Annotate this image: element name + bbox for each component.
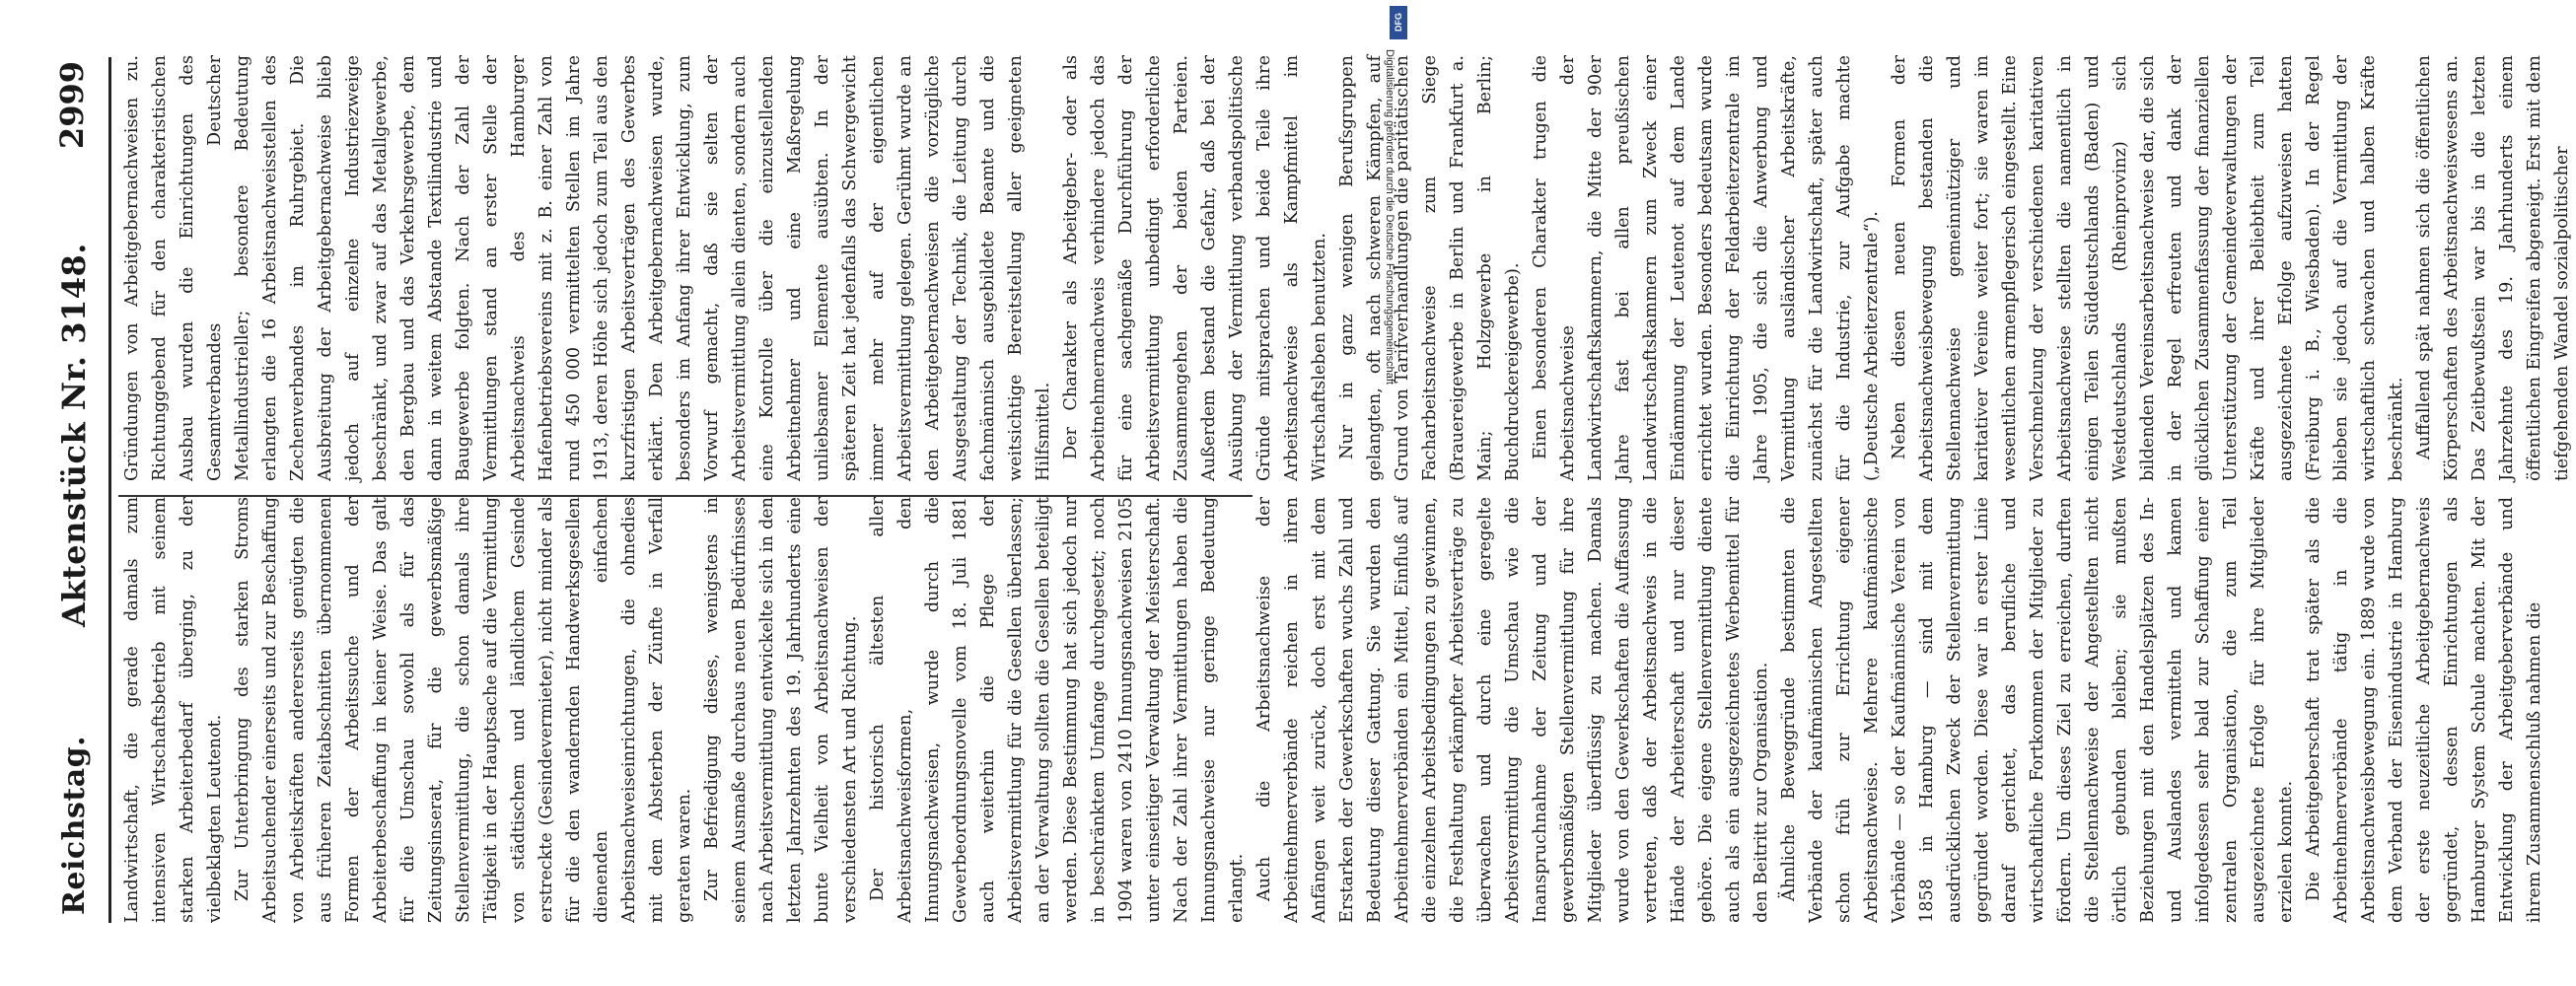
paragraph: Auch die Arbeitsnachweise der Arbeitnehmerverbände reichen in ihren Anfängen weit zurück, doch erst mit dem Erstarken der Gewerkschaften wuchs Zahl und Bedeutung dieser Gattung. Sie wurden den Arbeitnehmerverbänden ein Mittel, Einfluß auf die einzelnen Arbeitsbedingungen zu gewinnen, die Festhaltung erkämpfter Arbeitsverträge zu überwachen und durch eine geregelte Arbeitsvermittlung die Umschau wie die Inanspruchnahme der Zeitung und der gewerbsmäßigen Stellenvermittlung für ihre Mitglieder überflüssig zu machen. Damals wurde von den Gewerkschaften die Auffassung vertreten, daß der Arbeitsnachweis in die Hände der Arbeiterschaft und nur dieser gehöre. Die eigene Stellenvermittlung diente auch als ein ausgezeichnetes Werbemittel für den Beitritt zur Organisation. <box>1254 497 1771 923</box>
digitization-note: Digitalisierung gefördert durch die Deutsche Forschungsgemeinschaft <box>1384 49 1395 385</box>
paragraph: Der historisch ältesten aller Arbeitsnachweisformen, den Innungsnachweisen, wurde durch die Gewerbeordnungsnovelle vom 18. Juli 1881 auch weiterhin die Pflege der Arbeitsvermittlung für die Gesellen überlassen; an der Verwaltung sollten die Gesellen beteiligt werden. Diese Bestimmung hat sich jedoch nur in beschränktem Umfange durchgesetzt; noch 1904 waren von 2410 Innungsnachweisen 2105 unter einseitiger Verwaltung der Meisterschaft. Nach der Zahl ihrer Vermittlungen haben die Innungsnachweise nur geringe Bedeutung erlangt. <box>868 497 1247 923</box>
paragraph: Auffallend spät nahmen sich die öffentlichen Körperschaften des Arbeitsnachweiswesens an. Das Zeitbewußtsein war bis in die letzten Jahrzehnte des 19. Jahrhunderts einem öffentlichen Eingreifen abgeneigt. Erst mit dem tiefgehenden Wandel sozialpolitischer <box>2414 55 2572 481</box>
header-rule <box>108 57 111 923</box>
paragraph: Der Charakter als Arbeitgeber- oder als Arbeitnehmernachweis verhindere jedoch das für eine sachgemäße Durchführung der Arbeitsvermittlung unbedingt erforderliche Zusammengehen der beiden Parteien. Außerdem bestand die Gefahr, daß bei der Ausübung der Vermittlung verbandspolitische Gründe mitsprachen und beide Teile ihre Arbeitsnachweise als Kampfmittel im Wirtschaftsleben benutzten. <box>1061 55 1329 481</box>
paragraph: Landwirtschaft, die gerade damals zum intensiven Wirtschaftsbetrieb mit seinem starken Arbeiterbedarf überging, zu der vielbeklagten Leutenot. <box>122 497 225 923</box>
paragraph: Die Arbeitgeberschaft trat später als die Arbeitnehmerverbände tätig in die Arbeitsnachweisbewegung ein. 1889 wurde von dem Verband der Eisenindustrie in Hamburg der erste neuzeitliche Arbeitgebernachweis gegründet, dessen Einrichtungen als Hamburger System Schule machten. Mit der Entwicklung der Arbeitgeberverbände und ihrem Zusammenschluß nahmen die <box>2304 497 2544 923</box>
paragraph: Gründungen von Arbeitgebernachweisen zu. Richtunggebend für den charakteristischen Ausbau wurden die Einrichtungen des Gesamtverbandes Deutscher Metallindustrieller; besondere Bedeutung erlangten die 16 Arbeitsnachweisstellen des Zechenverbandes im Ruhrgebiet. Die Ausbreitung der Arbeitgebernachweise blieb jedoch auf einzelne Industriezweige beschränkt, und zwar auf das Metallgewerbe, den Bergbau und das Verkehrsgewerbe, dem dann in weitem Abstande Textilindustrie und Baugewerbe folgten. Nach der Zahl der Vermittlungen stand an erster Stelle der Arbeitsnachweis des Hamburger Hafenbetriebsvereins mit z. B. einer Zahl von rund 450 000 vermittelten Stellen im Jahre 1913, deren Höhe sich jedoch zum Teil aus den kurzfristigen Arbeitsverträgen des Gewerbes erklärt. Den Arbeitgebernachweisen wurde, besonders im Anfang ihrer Entwicklung, zum Vorwurf gemacht, daß sie selten der Arbeitsvermittlung allein dienten, sondern auch eine Kontrolle über die einzustellenden Arbeitnehmer und eine Maßregelung unliebsamer Elemente ausübten. In der späteren Zeit hat jedenfalls das Schwergewicht immer mehr auf der eigentlichen Arbeitsvermittlung gelegen. Gerühmt wurde an den Arbeitgebernachweisen die vorzügliche Ausgestaltung der Technik, die Leitung durch fachmännisch ausgebildete Beamte und die weitsichtige Bereitstellung aller geeigneten Hilfsmittel. <box>122 55 1053 481</box>
left-column <box>118 497 2544 923</box>
paragraph: Zur Unterbringung des starken Stroms Arbeitsuchender einerseits und zur Beschaffung von Arbeitskräften andererseits genügten die aus früheren Zeitabschnitten übernommenen Formen der Arbeitssuche und der Arbeiterbeschaffung in keiner Weise. Das galt für die Umschau sowohl als für das Zeitungsinserat, für die gewerbsmäßige Stellenvermittlung, die schon damals ihre Tätigkeit in der Hauptsache auf die Vermittlung von städtischem und ländlichem Gesinde erstreckte (Gesindevermieter), nicht minder als für die den wandernden Handwerksgesellen dienenden einfachen Arbeitsnachweiseinrichtungen, die ohnedies mit dem Absterben der Zünfte in Verfall geraten waren. <box>233 497 694 923</box>
page-header <box>47 57 116 923</box>
paragraph: Nur in ganz wenigen Berufsgruppen gelangten, oft nach schweren Kämpfen, auf Grund von Tarifverhandlungen die paritätischen Facharbeitsnachweise zum Siege (Brauereigewerbe in Berlin und Frankfurt a. Main; Holzgewerbe in Berlin; Buchdruckereigewerbe). <box>1337 55 1523 481</box>
dfg-logo: DFG <box>1390 6 1407 39</box>
paragraph: Einen besonderen Charakter trugen die Arbeitsnachweise der Landwirtschaftskammern, die Mitte der 90er Jahre fast bei allen preußischen Landwirtschaftskammern zum Zweck einer Eindämmung der Leutenot auf dem Lande errichtet wurden. Besonders bedeutsam wurde die Einrichtung der Feldarbeiterzentrale im Jahre 1905, die sich die Anwerbung und Vermittlung ausländischer Arbeitskräfte, zunächst für die Landwirtschaft, später auch für die Industrie, zur Aufgabe machte („Deutsche Arbeiterzentrale“). <box>1531 55 1882 481</box>
page-number: 2999 <box>53 61 91 150</box>
header-institution: Reichstag. <box>57 735 92 915</box>
paragraph: Zur Befriedigung dieses, wenigstens in seinem Ausmaße durchaus neuen Bedürfnisses nach Arbeitsvermittlung entwickelte sich in den letzten Jahrzehnten des 19. Jahrhunderts eine bunte Vielheit von Arbeitsnachweisen der verschiedensten Art und Richtung. <box>702 497 860 923</box>
paragraph: Ähnliche Beweggründe bestimmten die Verbände der kaufmännischen Angestellten schon früh zur Errichtung eigener Arbeitsnachweise. Mehrere kaufmännische Verbände — so der Kaufmännische Verein von 1858 in Hamburg — sind mit dem ausdrücklichen Zweck der Stellenvermittlung gegründet worden. Diese war in erster Linie darauf gerichtet, das berufliche und wirtschaftliche Fortkommen der Mitglieder zu fördern. Um dieses Ziel zu erreichen, durften die Stellennachweise der Angestellten nicht örtlich gebunden bleiben; sie mußten Beziehungen mit den Handelsplätzen des In- und Auslandes vermitteln und kamen infolgedessen sehr bald zur Schaffung einer zentralen Organisation, die zum Teil ausgezeichnete Erfolge für ihre Mitglieder erzielen konnte. <box>1779 497 2296 923</box>
header-document-number: Aktenstück Nr. 3148. <box>55 243 93 627</box>
column-divider <box>118 495 1252 497</box>
paragraph: Neben diesen neuen Formen der Arbeitsnachweisbewegung bestanden die Stellennachweise gemeinnütziger und karitativer Vereine weiter fort; sie waren im wesentlichen armenpflegerisch eingestellt. Eine Verschmelzung der verschiedenen karitativen Arbeitsnachweise stellten die namentlich in einigen Teilen Süddeutschlands (Baden) und Westdeutschlands (Rheinprovinz) sich bildenden Vereinsarbeitsnachweise dar, die sich in der Regel erfreuten und dank der glücklichen Zusammenfassung der finanziellen Unterstützung der Gemeindeverwaltungen der Kräfte und ihrer Beliebtheit zum Teil ausgezeichnete Erfolge aufzuweisen hatten (Freiburg i. B., Wiesbaden). In der Regel blieben sie jedoch auf die Vermittlung der wirtschaftlich schwachen und halben Kräfte beschränkt. <box>1890 55 2406 481</box>
